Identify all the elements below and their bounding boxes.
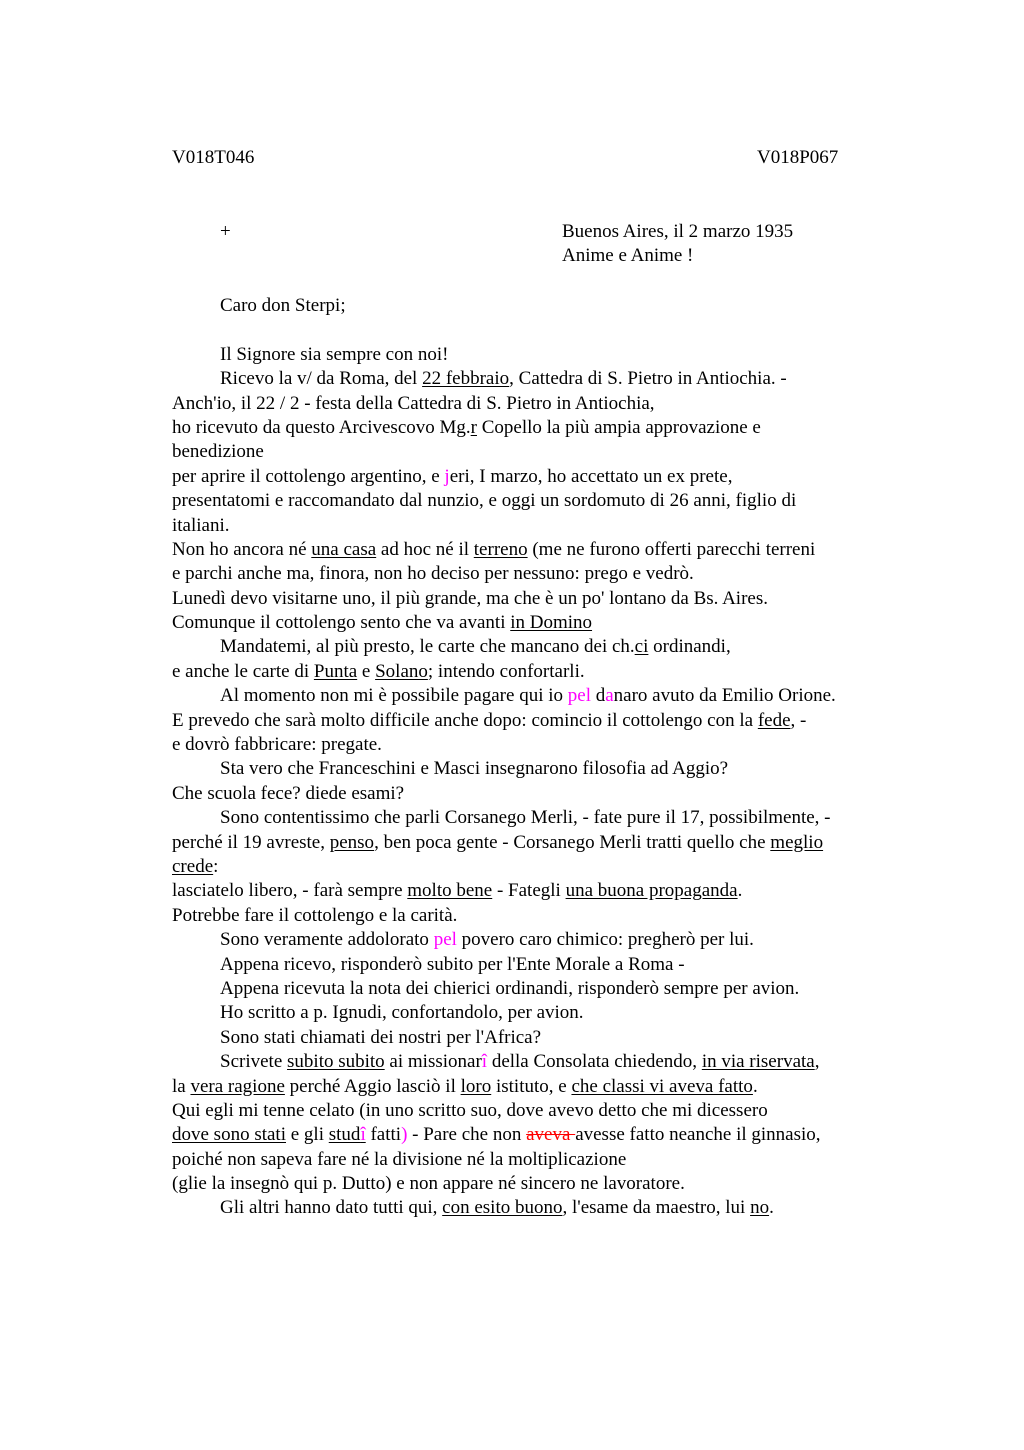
text-line: Lunedì devo visitarne uno, il più grande, ma che è un po' lontano da Bs. Aires. [172,587,768,609]
document-code-right: V018P067 [757,147,839,168]
underlined-text: 22 febbraio [422,368,510,390]
text-line: Gli altri hanno dato tutti qui, con esito buono, l'esame da maestro, lui no. [220,1197,774,1219]
deleted-text: aveva [526,1124,576,1146]
salutation: Caro don Sterpi; [220,295,346,316]
underlined-text: r [470,416,477,438]
editorial-insert: pel [567,685,591,707]
text-line: Al momento non mi è possibile pagare qui io pel danaro avuto da Emilio Orione. [220,685,836,707]
underlined-text: meglio [770,831,824,853]
text-line: per aprire il cottolengo argentino, e jeri, I marzo, ho accettato un ex prete, [172,465,733,487]
text-line: Appena ricevo, risponderò subito per l'Ente Morale a Roma - [220,953,685,975]
text-line: e anche le carte di Punta e Solano; intendo confortarli. [172,660,585,682]
underlined-text: con esito buono [442,1197,563,1219]
text-line: presentatomi e raccomandato dal nunzio, e oggi un sordomuto di 26 anni, figlio di [172,490,797,512]
text-line: Sono stati chiamati dei nostri per l'Africa? [220,1026,542,1048]
underlined-text: studî [328,1124,366,1146]
text-line: Sta vero che Franceschini e Masci insegnarono filosofia ad Aggio? [220,758,729,780]
text-line: Sono contentissimo che parli Corsanego Merli, - fate pure il 17, possibilmente, - [220,807,831,829]
underlined-text: in via riservata [701,1051,815,1073]
underlined-text: ci [634,636,649,658]
text-line: lasciatelo libero, - farà sempre molto bene - Fategli una buona propaganda. [172,880,743,902]
underlined-text: no [750,1197,770,1219]
text-line: crede: [172,855,219,877]
cross-mark: + [220,221,231,242]
underlined-text: che classi vi aveva fatto [571,1075,753,1097]
text-line: Che scuola fece? diede esami? [172,782,405,804]
underlined-text: una casa [311,538,377,560]
document-code-left: V018T046 [172,147,255,168]
text-line: (glie la insegnò qui p. Dutto) e non appare né sincero ne lavoratore. [172,1173,685,1195]
text-line: Ricevo la v/ da Roma, del 22 febbraio, Cattedra di S. Pietro in Antiochia. - [220,368,787,390]
text-line: E prevedo che sarà molto difficile anche dopo: comincio il cottolengo con la fede, - [172,709,807,731]
text-line: e parchi anche ma, finora, non ho deciso per nessuno: prego e vedrò. [172,563,694,585]
underlined-text: una buona propaganda [565,880,738,902]
text-line: Non ho ancora né una casa ad hoc né il terreno (me ne furono offerti parecchi terreni [172,538,816,560]
underlined-text: dove sono stati [172,1124,286,1146]
text-line: e dovrò fabbricare: pregate. [172,734,382,756]
underlined-text: molto bene [407,880,493,902]
blank-line [172,318,902,342]
editorial-insert: î [360,1124,366,1146]
text-line: perché il 19 avreste, penso, ben poca gente - Corsanego Merli tratti quello che meglio [172,831,824,853]
text-line: Sono veramente addolorato pel povero caro chimico: pregherò per lui. [220,929,754,951]
editorial-insert: ) [401,1124,408,1146]
underlined-text: fede [757,709,791,731]
letter-heading [562,220,793,268]
editorial-insert: a [605,685,614,707]
underlined-text: Solano [375,660,428,682]
editorial-insert: j [444,465,450,487]
text-line: dove sono stati e gli studî fatti) - Pare che non aveva avesse fatto neanche il ginnasio, [172,1124,821,1146]
place-date: Buenos Aires, il 2 marzo 1935 [562,221,794,242]
text-line: Scrivete subito subito ai missionarî della Consolata chiedendo, in via riservata, [220,1051,820,1073]
text-line: ho ricevuto da questo Arcivescovo Mg.r Copello la più ampia approvazione e [172,416,761,438]
underlined-text: vera ragione [190,1075,285,1097]
text-line: Ho scritto a p. Ignudi, confortandolo, per avion. [220,1002,584,1024]
underlined-text: terreno [473,538,528,560]
underlined-text: penso [329,831,375,853]
text-line: la vera ragione perché Aggio lasciò il loro istituto, e che classi vi aveva fatto. [172,1075,758,1097]
text-line: Mandatemi, al più presto, le carte che mancano dei ch.ci ordinandi, [220,636,731,658]
motto: Anime e Anime ! [562,245,694,266]
text-line: Comunque il cottolengo sento che va avanti in Domino [172,612,593,634]
underlined-text: Punta [313,660,358,682]
text-line: Anch'io, il 22 / 2 - festa della Cattedra di S. Pietro in Antiochia, [172,392,655,414]
letter-body [172,294,902,1221]
underlined-text: crede [172,855,214,877]
editorial-insert: î [481,1051,488,1073]
underlined-text: subito subito [287,1051,385,1073]
text-line: Potrebbe fare il cottolengo e la carità. [172,904,458,926]
editorial-insert: pel [433,929,457,951]
underlined-text: in Domino [510,612,593,634]
text-line: Il Signore sia sempre con noi! [220,343,449,365]
text-line: benedizione [172,441,264,463]
text-line: Qui egli mi tenne celato (in uno scritto suo, dove avevo detto che mi dicessero [172,1099,768,1121]
text-line: poiché non sapeva fare né la divisione né la moltiplicazione [172,1148,627,1170]
underlined-text: loro [460,1075,492,1097]
text-line: italiani. [172,514,230,536]
text-line: Appena ricevuta la nota dei chierici ordinandi, risponderò sempre per avion. [220,977,800,999]
